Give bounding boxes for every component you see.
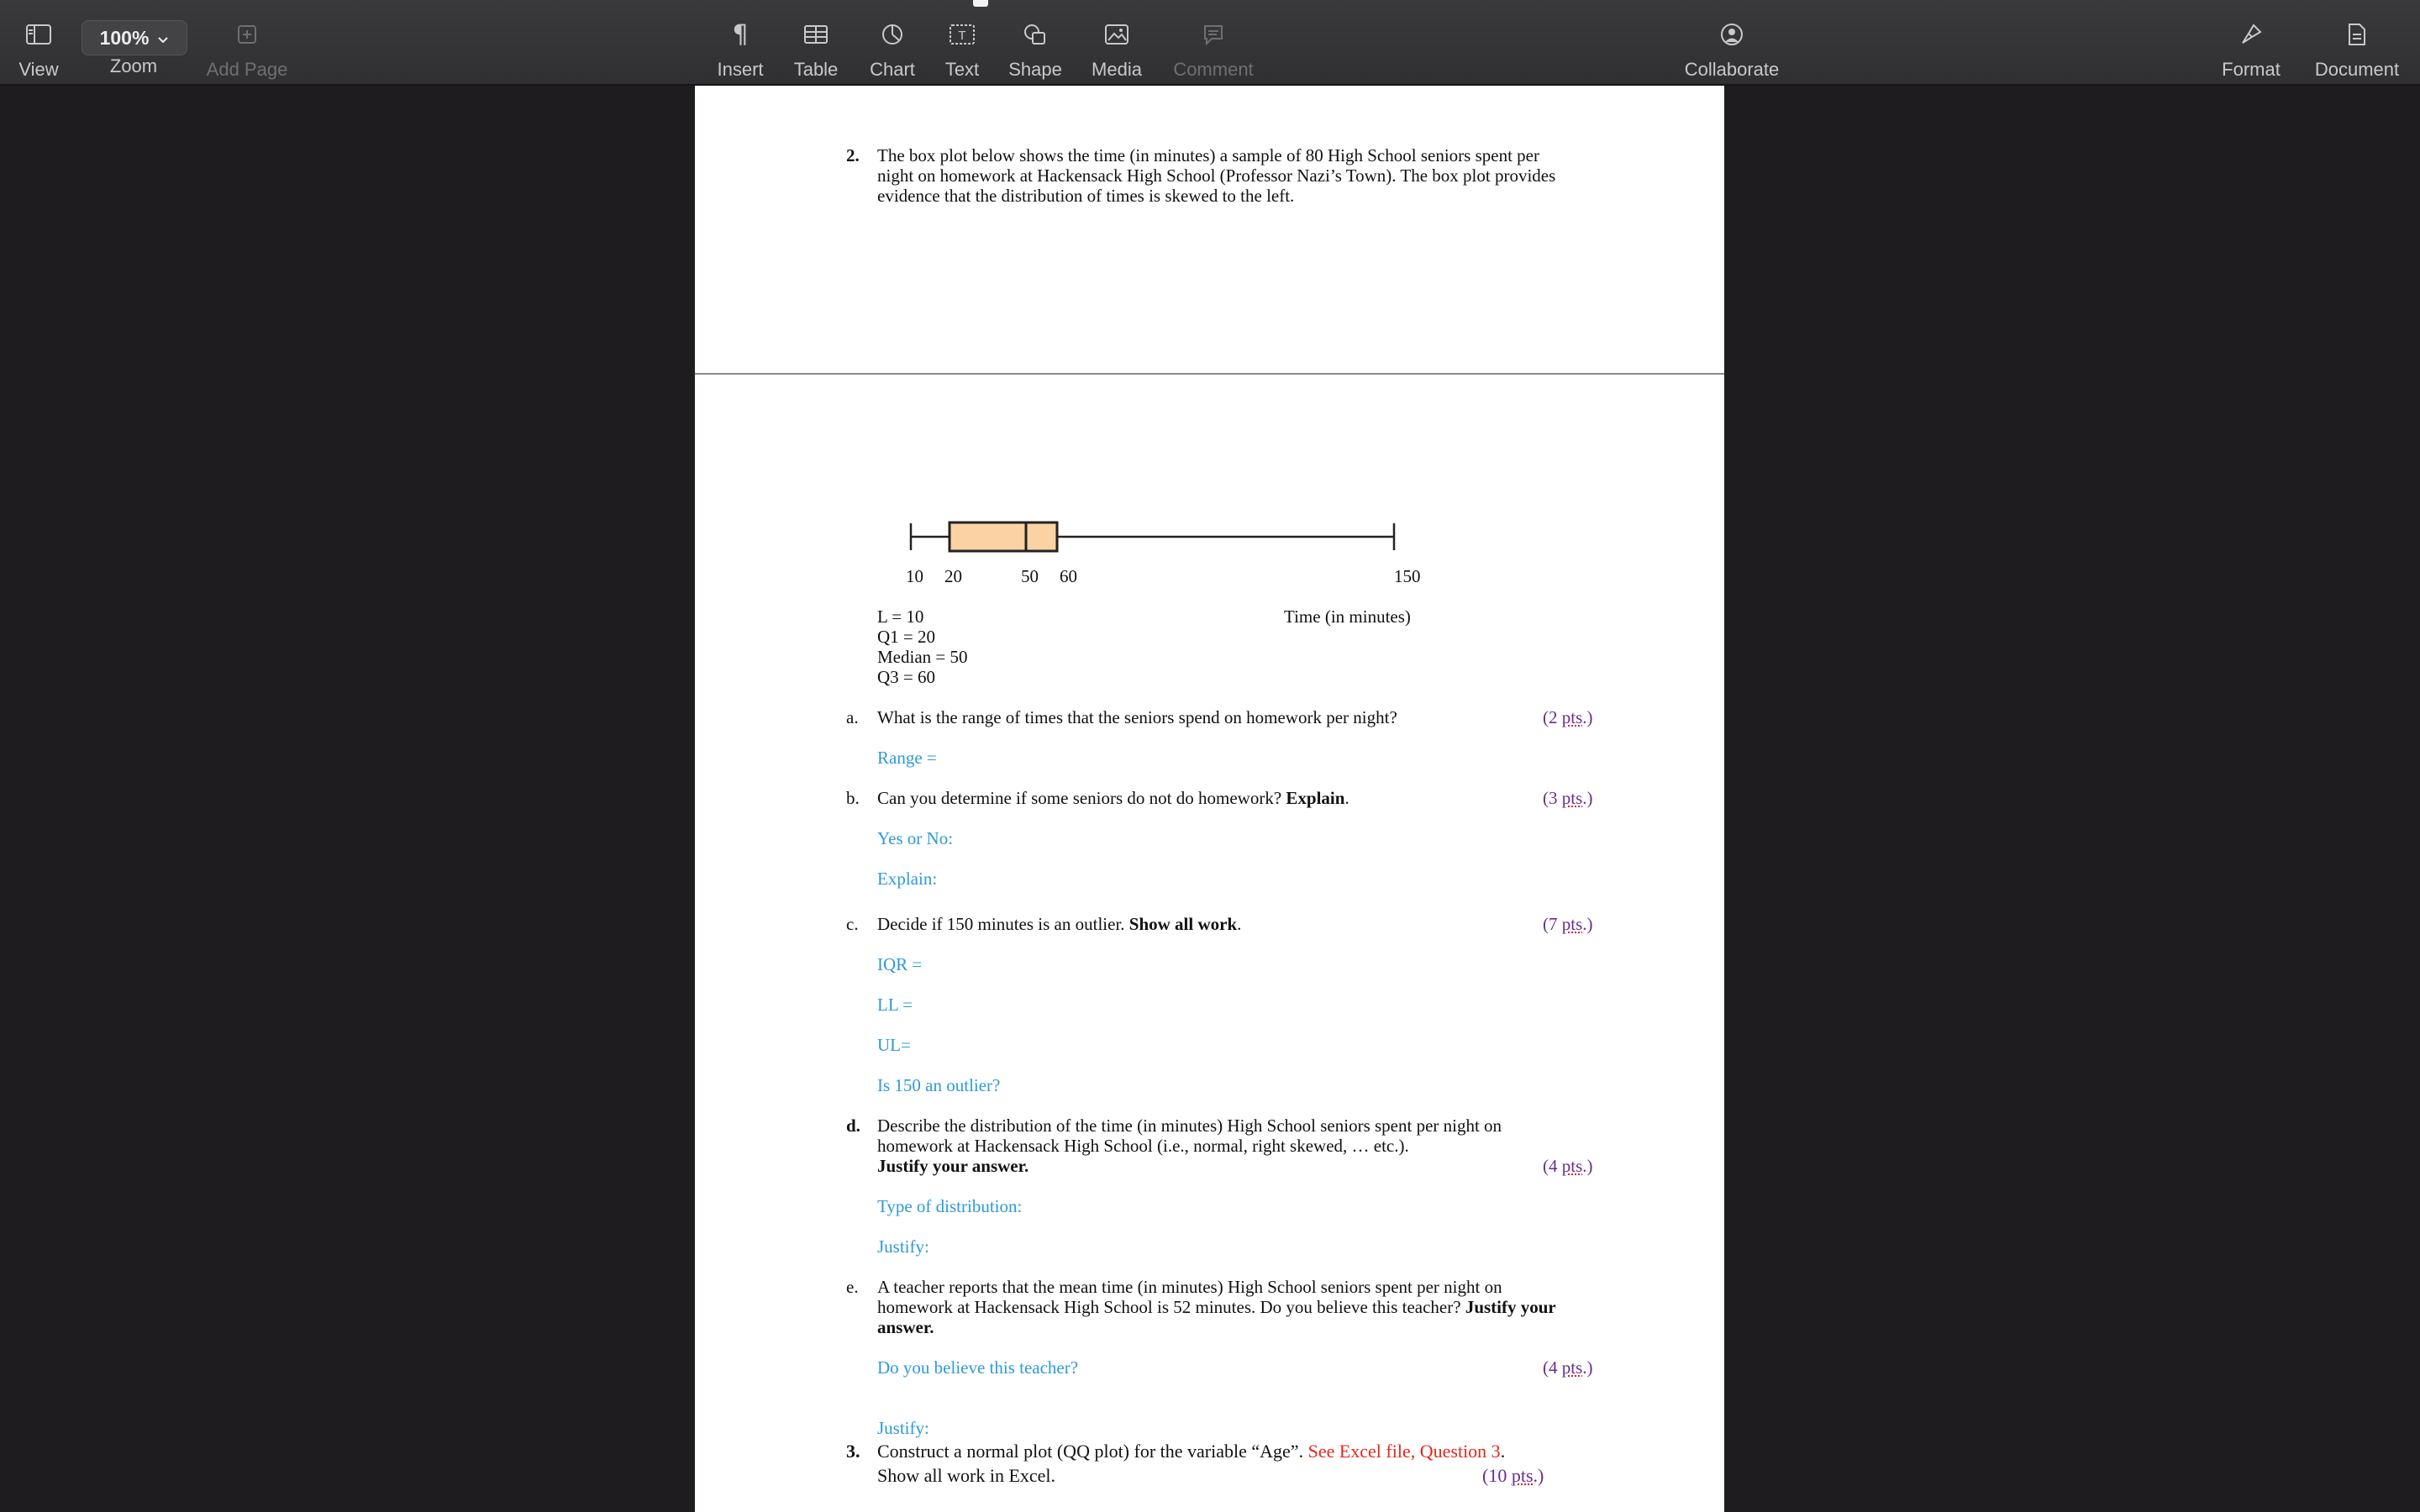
media-icon xyxy=(1100,18,1134,50)
media-label: Media xyxy=(1092,59,1142,80)
document-button[interactable] xyxy=(2311,18,2403,81)
part-d-points: (4 pts.) xyxy=(1543,1156,1593,1176)
shape-button[interactable] xyxy=(1007,18,1064,81)
answer-justify-teacher[interactable]: Justify: xyxy=(877,1418,929,1438)
part-d-question-line2: homework at Hackensack High School (i.e., normal, right skewed, … etc.). xyxy=(877,1136,1409,1156)
q3-text-line1: Construct a normal plot (QQ plot) for the variable “Age”. See Excel file, Question 3. xyxy=(877,1441,1506,1462)
part-d-letter: d. xyxy=(846,1116,860,1136)
table-label: Table xyxy=(793,59,839,80)
part-e-question-line1: A teacher reports that the mean time (in minutes) High School seniors spent per night on xyxy=(877,1277,1502,1297)
view-label: View xyxy=(18,59,59,80)
media-button[interactable] xyxy=(1089,18,1144,81)
svg-text:T: T xyxy=(958,29,966,43)
zoom-value: 100% xyxy=(99,26,150,49)
insert-button[interactable] xyxy=(713,18,768,81)
q2-number: 2. xyxy=(846,145,860,165)
add-page-icon xyxy=(230,18,264,50)
shape-icon xyxy=(1018,18,1052,50)
part-c-letter: c. xyxy=(846,914,859,934)
table-button[interactable] xyxy=(790,18,842,81)
zoom-select[interactable] xyxy=(82,20,187,55)
paintbrush-icon xyxy=(2234,18,2268,50)
box-plot-x-axis-title: Time (in minutes) xyxy=(1284,606,1411,627)
zoom-label: Zoom xyxy=(109,55,158,76)
collaborate-button[interactable] xyxy=(1681,18,1783,81)
q2-text-line2: night on homework at Hackensack High School (Professor Nazi’s Town). The box plot provides xyxy=(877,165,1556,186)
view-button[interactable] xyxy=(15,18,62,81)
shape-label: Shape xyxy=(1008,59,1062,80)
answer-explain[interactable]: Explain: xyxy=(877,869,938,889)
answer-range[interactable]: Range = xyxy=(877,748,937,768)
box-plot-tick-label: 60 xyxy=(1060,566,1077,586)
answer-lower-limit[interactable]: LL = xyxy=(877,995,913,1015)
format-button[interactable] xyxy=(2218,18,2284,81)
pilcrow-icon: ¶ xyxy=(732,19,749,50)
part-e-question-line2: homework at Hackensack High School is 52 minutes. Do you believe this teacher? Justify your xyxy=(877,1297,1556,1317)
insert-label: Insert xyxy=(717,59,764,80)
answer-distribution-type[interactable]: Type of distribution: xyxy=(877,1196,1023,1216)
part-a-question: What is the range of times that the seniors spend on homework per night? xyxy=(877,707,1397,727)
text-label: Text xyxy=(944,59,980,80)
q2-text-line3: evidence that the distribution of times is skewed to the left. xyxy=(877,186,1295,206)
chart-label: Chart xyxy=(870,59,915,80)
chart-button[interactable] xyxy=(865,18,919,81)
answer-yes-or-no[interactable]: Yes or No: xyxy=(877,828,954,848)
box-plot-tick-label: 10 xyxy=(906,566,923,586)
box-plot-tick-label: 150 xyxy=(1394,566,1421,586)
box-plot-chart xyxy=(695,86,1724,606)
answer-upper-limit[interactable]: UL= xyxy=(877,1035,911,1055)
chevron-down-icon xyxy=(157,27,169,50)
box-plot-tick-label: 20 xyxy=(944,566,962,586)
format-label: Format xyxy=(2222,59,2281,80)
collaborate-label: Collaborate xyxy=(1684,59,1780,80)
comment-icon xyxy=(1197,18,1230,50)
answer-is-outlier[interactable]: Is 150 an outlier? xyxy=(877,1075,1001,1095)
stat-q1: Q1 = 20 xyxy=(877,627,936,647)
box-plot-tick-label: 50 xyxy=(1021,566,1039,586)
stat-lower: L = 10 xyxy=(877,606,924,627)
q3-text-line2: Show all work in Excel. xyxy=(877,1465,1056,1486)
document-icon xyxy=(2340,18,2374,50)
answer-believe-teacher[interactable]: Do you believe this teacher? xyxy=(877,1357,1079,1378)
part-d-question-line1: Describe the distribution of the time (in minutes) High School seniors spent per night on xyxy=(877,1116,1502,1136)
part-e-points: (4 pts.) xyxy=(1543,1357,1593,1378)
text-button[interactable] xyxy=(941,18,983,81)
document-label: Document xyxy=(2314,59,2400,80)
stat-median: Median = 50 xyxy=(877,647,968,667)
chart-icon xyxy=(876,18,909,50)
comment-button[interactable] xyxy=(1170,18,1257,81)
add-page-button[interactable] xyxy=(205,18,289,81)
toolbar xyxy=(0,0,2420,86)
comment-label: Comment xyxy=(1173,59,1254,80)
part-c-points: (7 pts.) xyxy=(1543,914,1593,934)
part-b-question: Can you determine if some seniors do not do homework? Explain. xyxy=(877,788,1349,808)
part-d-question-line3: Justify your answer. xyxy=(877,1156,1029,1176)
box-plot-box xyxy=(950,522,1057,551)
part-e-letter: e. xyxy=(846,1277,859,1297)
part-c-question: Decide if 150 minutes is an outlier. Show all work. xyxy=(877,914,1242,934)
q2-text-line1: The box plot below shows the time (in minutes) a sample of 80 High School seniors spent per xyxy=(877,145,1539,165)
answer-justify-distribution[interactable]: Justify: xyxy=(877,1236,929,1257)
part-b-points: (3 pts.) xyxy=(1543,788,1593,808)
q3-points: (10 pts.) xyxy=(1482,1465,1544,1486)
q3-number: 3. xyxy=(846,1441,860,1462)
text-box-icon xyxy=(945,18,979,50)
sidebar-icon xyxy=(22,18,55,50)
collaborate-icon xyxy=(1715,18,1749,50)
table-icon xyxy=(799,18,833,50)
part-b-letter: b. xyxy=(846,788,860,808)
add-page-label: Add Page xyxy=(206,59,288,80)
answer-iqr[interactable]: IQR = xyxy=(877,954,923,974)
part-e-question-line3: answer. xyxy=(877,1317,934,1337)
stat-q3: Q3 = 60 xyxy=(877,667,936,687)
part-a-points: (2 pts.) xyxy=(1543,707,1593,727)
scroll-indicator xyxy=(973,0,988,7)
document-page[interactable] xyxy=(695,86,1724,1512)
part-a-letter: a. xyxy=(846,707,859,727)
